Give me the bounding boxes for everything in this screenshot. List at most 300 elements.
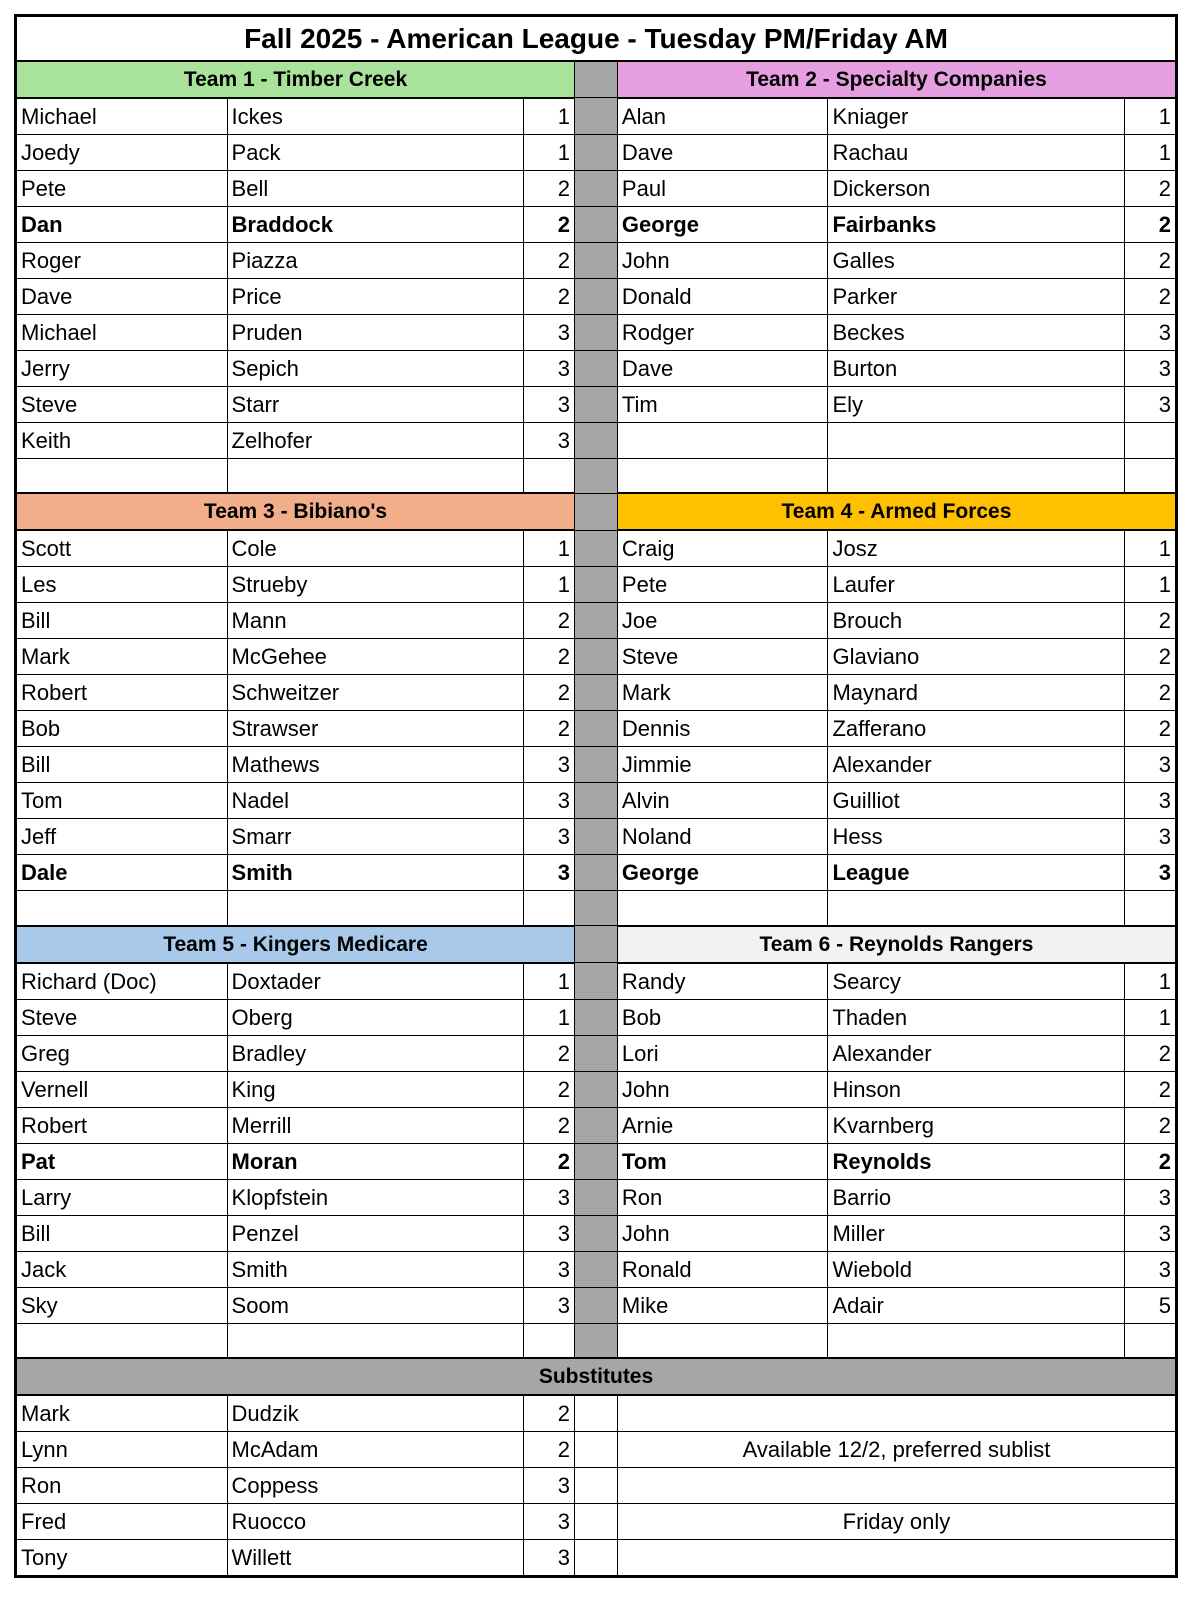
- player-number: [523, 458, 574, 493]
- player-last-name: Bradley: [227, 1035, 523, 1071]
- player-last-name: Ely: [828, 386, 1124, 422]
- player-number: 3: [523, 747, 574, 783]
- title-row: [17, 17, 1176, 61]
- sub-first-name: Ron: [17, 1468, 228, 1504]
- sub-number: 2: [523, 1432, 574, 1468]
- player-number: 2: [523, 711, 574, 747]
- team-name: Team 4 - Armed Forces: [617, 493, 1175, 530]
- player-last-name: Searcy: [828, 963, 1124, 1000]
- player-number: [1124, 1323, 1175, 1358]
- player-number: 2: [1124, 711, 1175, 747]
- sub-blank-cell: [575, 1504, 618, 1540]
- player-number: 2: [523, 1035, 574, 1071]
- player-row: [17, 747, 1176, 783]
- player-last-name: Pack: [227, 134, 523, 170]
- player-number: 3: [523, 386, 574, 422]
- team-name: Team 1 - Timber Creek: [17, 61, 575, 98]
- player-row: [17, 386, 1176, 422]
- player-last-name: Kniager: [828, 98, 1124, 135]
- player-first-name: Bob: [617, 999, 828, 1035]
- player-row: [17, 134, 1176, 170]
- column-separator: [575, 747, 618, 783]
- player-row: [17, 1107, 1176, 1143]
- substitute-row: [17, 1432, 1176, 1468]
- player-last-name: Oberg: [227, 999, 523, 1035]
- team-header-row: [17, 493, 1176, 530]
- substitute-row: [17, 1540, 1176, 1576]
- player-last-name: Smith: [227, 1251, 523, 1287]
- player-number: 1: [523, 98, 574, 135]
- team-header-row: [17, 61, 1176, 98]
- player-row: [17, 567, 1176, 603]
- player-first-name: Robert: [17, 1107, 228, 1143]
- player-row: [17, 711, 1176, 747]
- player-number: 3: [1124, 783, 1175, 819]
- player-last-name: Burton: [828, 350, 1124, 386]
- player-last-name: Braddock: [227, 206, 523, 242]
- player-number: 1: [1124, 98, 1175, 135]
- substitute-row: [17, 1395, 1176, 1432]
- player-first-name: Robert: [17, 675, 228, 711]
- column-separator: [575, 206, 618, 242]
- player-number: 1: [523, 963, 574, 1000]
- player-last-name: Wiebold: [828, 1251, 1124, 1287]
- player-last-name: Soom: [227, 1287, 523, 1323]
- player-row: [17, 1287, 1176, 1323]
- player-row: [17, 278, 1176, 314]
- player-number: [523, 891, 574, 926]
- player-first-name: George: [617, 855, 828, 891]
- player-number: 1: [523, 530, 574, 567]
- player-last-name: Klopfstein: [227, 1179, 523, 1215]
- player-first-name: Steve: [617, 639, 828, 675]
- player-number: 2: [523, 170, 574, 206]
- player-number: 2: [523, 675, 574, 711]
- player-first-name: John: [617, 242, 828, 278]
- player-last-name: Nadel: [227, 783, 523, 819]
- player-last-name: [828, 1323, 1124, 1358]
- player-first-name: [17, 1323, 228, 1358]
- player-first-name: Joe: [617, 603, 828, 639]
- player-row: [17, 783, 1176, 819]
- column-separator: [575, 999, 618, 1035]
- player-number: 1: [1124, 999, 1175, 1035]
- player-row: [17, 1323, 1176, 1358]
- player-number: [1124, 891, 1175, 926]
- player-first-name: Dennis: [617, 711, 828, 747]
- column-separator: [575, 422, 618, 458]
- player-last-name: Kvarnberg: [828, 1107, 1124, 1143]
- column-separator: [575, 98, 618, 135]
- player-last-name: League: [828, 855, 1124, 891]
- player-number: 2: [523, 1107, 574, 1143]
- player-first-name: [617, 422, 828, 458]
- player-last-name: Pruden: [227, 314, 523, 350]
- player-number: 2: [523, 242, 574, 278]
- substitutes-title: Substitutes: [17, 1358, 1176, 1395]
- column-separator: [575, 170, 618, 206]
- player-first-name: Randy: [617, 963, 828, 1000]
- player-first-name: Alan: [617, 98, 828, 135]
- player-number: 3: [1124, 1179, 1175, 1215]
- player-last-name: Mann: [227, 603, 523, 639]
- sub-note: [617, 1395, 1175, 1432]
- player-first-name: Arnie: [617, 1107, 828, 1143]
- column-separator: [575, 819, 618, 855]
- player-row: [17, 1251, 1176, 1287]
- player-number: 2: [523, 1071, 574, 1107]
- player-number: 3: [1124, 747, 1175, 783]
- player-first-name: [617, 891, 828, 926]
- column-separator: [575, 567, 618, 603]
- player-last-name: [227, 891, 523, 926]
- player-first-name: Joedy: [17, 134, 228, 170]
- player-last-name: Glaviano: [828, 639, 1124, 675]
- player-last-name: Alexander: [828, 747, 1124, 783]
- player-number: 3: [1124, 350, 1175, 386]
- player-first-name: [617, 458, 828, 493]
- player-number: 3: [523, 855, 574, 891]
- player-row: [17, 999, 1176, 1035]
- player-last-name: Josz: [828, 530, 1124, 567]
- player-number: 2: [1124, 206, 1175, 242]
- player-number: 3: [523, 783, 574, 819]
- player-number: 2: [1124, 278, 1175, 314]
- player-last-name: Rachau: [828, 134, 1124, 170]
- player-number: 1: [523, 134, 574, 170]
- column-separator: [575, 1143, 618, 1179]
- player-number: 3: [1124, 1215, 1175, 1251]
- player-first-name: Dave: [617, 134, 828, 170]
- player-last-name: Hess: [828, 819, 1124, 855]
- player-last-name: Doxtader: [227, 963, 523, 1000]
- player-last-name: Reynolds: [828, 1143, 1124, 1179]
- roster-table: [16, 16, 1176, 1576]
- column-separator: [575, 1215, 618, 1251]
- player-last-name: Guilliot: [828, 783, 1124, 819]
- player-number: 1: [1124, 567, 1175, 603]
- column-separator: [575, 1323, 618, 1358]
- player-number: 2: [523, 603, 574, 639]
- player-last-name: Strawser: [227, 711, 523, 747]
- player-first-name: Dale: [17, 855, 228, 891]
- column-separator: [575, 350, 618, 386]
- player-last-name: Strueby: [227, 567, 523, 603]
- player-number: 3: [1124, 386, 1175, 422]
- player-first-name: Michael: [17, 98, 228, 135]
- player-number: [1124, 422, 1175, 458]
- roster-sheet: [14, 14, 1178, 1578]
- column-separator: [575, 963, 618, 1000]
- sub-last-name: Willett: [227, 1540, 523, 1576]
- sub-number: 2: [523, 1395, 574, 1432]
- column-separator: [575, 639, 618, 675]
- player-number: 1: [1124, 134, 1175, 170]
- player-number: [523, 1323, 574, 1358]
- sub-first-name: Mark: [17, 1395, 228, 1432]
- player-number: 2: [1124, 639, 1175, 675]
- player-first-name: Steve: [17, 999, 228, 1035]
- player-first-name: Alvin: [617, 783, 828, 819]
- column-separator: [575, 386, 618, 422]
- sub-last-name: Coppess: [227, 1468, 523, 1504]
- sub-note: [617, 1540, 1175, 1576]
- player-last-name: Fairbanks: [828, 206, 1124, 242]
- player-first-name: Dan: [17, 206, 228, 242]
- player-last-name: King: [227, 1071, 523, 1107]
- player-first-name: Ronald: [617, 1251, 828, 1287]
- player-last-name: Mathews: [227, 747, 523, 783]
- player-number: 2: [1124, 242, 1175, 278]
- team-name: Team 3 - Bibiano's: [17, 493, 575, 530]
- player-first-name: Tom: [617, 1143, 828, 1179]
- player-last-name: Cole: [227, 530, 523, 567]
- player-first-name: Jeff: [17, 819, 228, 855]
- team-name: Team 5 - Kingers Medicare: [17, 926, 575, 963]
- player-number: 2: [1124, 1143, 1175, 1179]
- team-name: Team 6 - Reynolds Rangers: [617, 926, 1175, 963]
- player-first-name: Sky: [17, 1287, 228, 1323]
- player-last-name: Ickes: [227, 98, 523, 135]
- player-first-name: [17, 891, 228, 926]
- column-separator: [575, 61, 618, 98]
- sub-number: 3: [523, 1540, 574, 1576]
- player-last-name: Galles: [828, 242, 1124, 278]
- player-row: [17, 1071, 1176, 1107]
- player-first-name: Noland: [617, 819, 828, 855]
- player-first-name: Greg: [17, 1035, 228, 1071]
- player-last-name: Smith: [227, 855, 523, 891]
- player-row: [17, 639, 1176, 675]
- player-first-name: Tom: [17, 783, 228, 819]
- player-last-name: Zafferano: [828, 711, 1124, 747]
- player-row: [17, 963, 1176, 1000]
- player-first-name: Donald: [617, 278, 828, 314]
- player-first-name: Bill: [17, 747, 228, 783]
- player-last-name: [828, 458, 1124, 493]
- column-separator: [575, 1179, 618, 1215]
- player-last-name: Piazza: [227, 242, 523, 278]
- player-row: [17, 1179, 1176, 1215]
- player-last-name: Alexander: [828, 1035, 1124, 1071]
- player-last-name: Price: [227, 278, 523, 314]
- player-last-name: Beckes: [828, 314, 1124, 350]
- player-first-name: Mark: [17, 639, 228, 675]
- player-last-name: Moran: [227, 1143, 523, 1179]
- player-first-name: Les: [17, 567, 228, 603]
- player-first-name: Mark: [617, 675, 828, 711]
- player-last-name: Parker: [828, 278, 1124, 314]
- player-row: [17, 675, 1176, 711]
- player-number: 3: [1124, 819, 1175, 855]
- sub-note: Friday only: [617, 1504, 1175, 1540]
- sub-blank-cell: [575, 1432, 618, 1468]
- player-row: [17, 242, 1176, 278]
- player-last-name: Zelhofer: [227, 422, 523, 458]
- column-separator: [575, 458, 618, 493]
- player-row: [17, 422, 1176, 458]
- player-last-name: Sepich: [227, 350, 523, 386]
- column-separator: [575, 1251, 618, 1287]
- player-last-name: Hinson: [828, 1071, 1124, 1107]
- sub-first-name: Tony: [17, 1540, 228, 1576]
- player-first-name: Vernell: [17, 1071, 228, 1107]
- substitute-row: [17, 1504, 1176, 1540]
- player-first-name: Richard (Doc): [17, 963, 228, 1000]
- player-last-name: Laufer: [828, 567, 1124, 603]
- player-first-name: Larry: [17, 1179, 228, 1215]
- player-last-name: [828, 422, 1124, 458]
- player-last-name: Thaden: [828, 999, 1124, 1035]
- column-separator: [575, 603, 618, 639]
- player-row: [17, 819, 1176, 855]
- player-number: 3: [523, 422, 574, 458]
- player-first-name: Scott: [17, 530, 228, 567]
- player-first-name: [17, 458, 228, 493]
- player-number: 2: [1124, 1071, 1175, 1107]
- sub-number: 3: [523, 1468, 574, 1504]
- player-row: [17, 314, 1176, 350]
- player-first-name: Pat: [17, 1143, 228, 1179]
- player-row: [17, 1035, 1176, 1071]
- player-first-name: Steve: [17, 386, 228, 422]
- player-number: 3: [1124, 314, 1175, 350]
- column-separator: [575, 675, 618, 711]
- player-number: 2: [1124, 675, 1175, 711]
- sub-note: [617, 1468, 1175, 1504]
- player-first-name: John: [617, 1071, 828, 1107]
- player-number: 3: [1124, 855, 1175, 891]
- player-first-name: John: [617, 1215, 828, 1251]
- player-last-name: Penzel: [227, 1215, 523, 1251]
- page-title: Fall 2025 - American League - Tuesday PM/Friday AM: [17, 17, 1176, 61]
- player-last-name: [227, 458, 523, 493]
- player-first-name: George: [617, 206, 828, 242]
- player-first-name: Craig: [617, 530, 828, 567]
- player-number: 2: [1124, 1107, 1175, 1143]
- player-last-name: Smarr: [227, 819, 523, 855]
- player-last-name: Schweitzer: [227, 675, 523, 711]
- team-header-row: [17, 926, 1176, 963]
- player-last-name: Barrio: [828, 1179, 1124, 1215]
- column-separator: [575, 1287, 618, 1323]
- player-number: [1124, 458, 1175, 493]
- player-number: 5: [1124, 1287, 1175, 1323]
- column-separator: [575, 1071, 618, 1107]
- player-last-name: [828, 891, 1124, 926]
- sub-last-name: McAdam: [227, 1432, 523, 1468]
- player-first-name: Paul: [617, 170, 828, 206]
- column-separator: [575, 242, 618, 278]
- player-number: 1: [523, 567, 574, 603]
- player-first-name: Michael: [17, 314, 228, 350]
- player-number: 2: [523, 278, 574, 314]
- player-first-name: Bill: [17, 1215, 228, 1251]
- player-row: [17, 206, 1176, 242]
- player-number: 3: [523, 819, 574, 855]
- sub-blank-cell: [575, 1395, 618, 1432]
- player-number: 2: [523, 1143, 574, 1179]
- player-number: 3: [1124, 1251, 1175, 1287]
- player-first-name: Roger: [17, 242, 228, 278]
- player-row: [17, 891, 1176, 926]
- player-first-name: Tim: [617, 386, 828, 422]
- player-last-name: Miller: [828, 1215, 1124, 1251]
- sub-blank-cell: [575, 1468, 618, 1504]
- player-first-name: Ron: [617, 1179, 828, 1215]
- player-last-name: [227, 1323, 523, 1358]
- column-separator: [575, 278, 618, 314]
- player-first-name: Bob: [17, 711, 228, 747]
- sub-note: Available 12/2, preferred sublist: [617, 1432, 1175, 1468]
- player-number: 3: [523, 1179, 574, 1215]
- player-first-name: Jerry: [17, 350, 228, 386]
- player-number: 2: [1124, 170, 1175, 206]
- player-last-name: Adair: [828, 1287, 1124, 1323]
- sub-first-name: Fred: [17, 1504, 228, 1540]
- player-row: [17, 1143, 1176, 1179]
- player-last-name: Starr: [227, 386, 523, 422]
- column-separator: [575, 493, 618, 530]
- player-last-name: Dickerson: [828, 170, 1124, 206]
- column-separator: [575, 1035, 618, 1071]
- player-number: 3: [523, 1215, 574, 1251]
- player-first-name: Mike: [617, 1287, 828, 1323]
- column-separator: [575, 530, 618, 567]
- player-last-name: Merrill: [227, 1107, 523, 1143]
- sub-first-name: Lynn: [17, 1432, 228, 1468]
- column-separator: [575, 891, 618, 926]
- player-first-name: Jack: [17, 1251, 228, 1287]
- player-number: 3: [523, 1287, 574, 1323]
- sub-last-name: Dudzik: [227, 1395, 523, 1432]
- player-number: 2: [1124, 1035, 1175, 1071]
- player-number: 3: [523, 350, 574, 386]
- player-row: [17, 98, 1176, 135]
- player-first-name: Pete: [617, 567, 828, 603]
- player-first-name: Bill: [17, 603, 228, 639]
- player-last-name: McGehee: [227, 639, 523, 675]
- team-name: Team 2 - Specialty Companies: [617, 61, 1175, 98]
- column-separator: [575, 134, 618, 170]
- sub-blank-cell: [575, 1540, 618, 1576]
- player-number: 2: [1124, 603, 1175, 639]
- player-number: 1: [1124, 530, 1175, 567]
- player-last-name: Maynard: [828, 675, 1124, 711]
- player-row: [17, 1215, 1176, 1251]
- player-first-name: Rodger: [617, 314, 828, 350]
- column-separator: [575, 783, 618, 819]
- column-separator: [575, 926, 618, 963]
- player-number: 3: [523, 314, 574, 350]
- player-row: [17, 855, 1176, 891]
- player-number: 3: [523, 1251, 574, 1287]
- sub-last-name: Ruocco: [227, 1504, 523, 1540]
- column-separator: [575, 1107, 618, 1143]
- player-last-name: Bell: [227, 170, 523, 206]
- player-row: [17, 170, 1176, 206]
- player-number: 2: [523, 639, 574, 675]
- player-first-name: Dave: [617, 350, 828, 386]
- player-row: [17, 530, 1176, 567]
- player-last-name: Brouch: [828, 603, 1124, 639]
- player-first-name: [617, 1323, 828, 1358]
- sub-number: 3: [523, 1504, 574, 1540]
- player-first-name: Lori: [617, 1035, 828, 1071]
- player-number: 1: [523, 999, 574, 1035]
- player-row: [17, 603, 1176, 639]
- player-first-name: Dave: [17, 278, 228, 314]
